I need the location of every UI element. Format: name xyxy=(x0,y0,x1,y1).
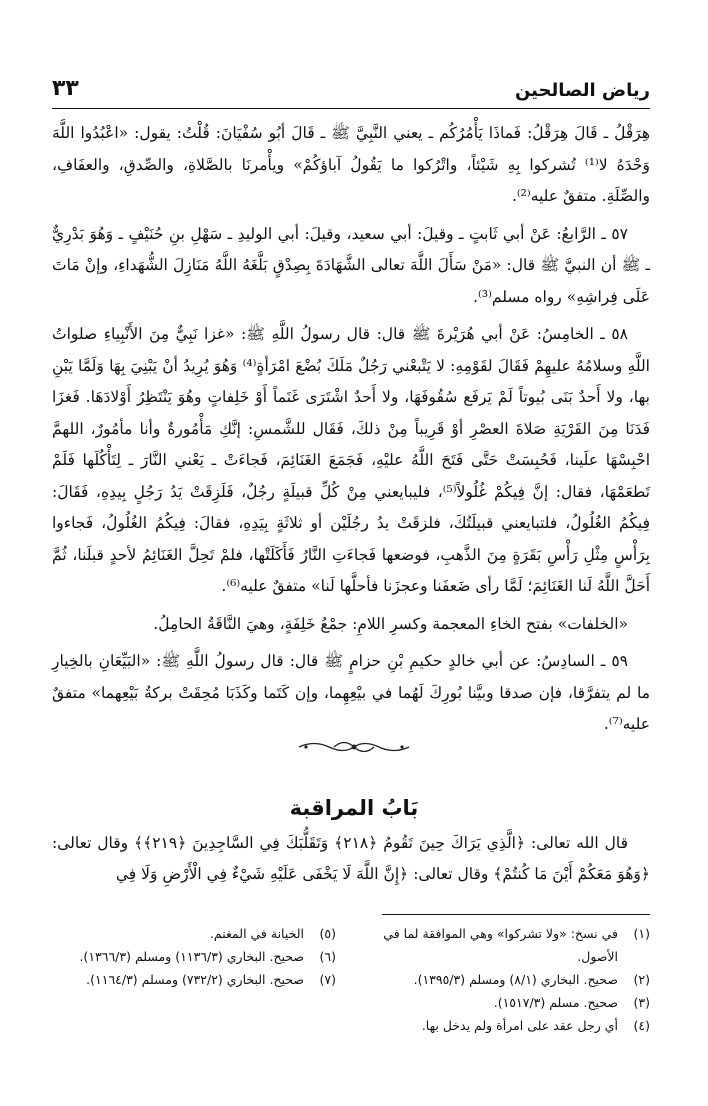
running-header xyxy=(52,78,650,109)
footnote-number: (٦) xyxy=(319,949,336,964)
footnote-number: (٥) xyxy=(319,926,336,941)
chapter-title: بَابُ المراقبة xyxy=(289,796,419,820)
footnote-separator xyxy=(382,914,650,915)
footnote-number: (٢) xyxy=(633,972,650,987)
footnote-number: (٤) xyxy=(633,1018,650,1033)
footnotes xyxy=(52,922,650,1037)
paragraph-hadith-56-end: هِرَقْلُ ـ قَالَ هِرَقْلُ: فَماذَا يَأْمُرُكُم ـ يعني النَّبِيَّ ﷺ ـ قَالَ أبُو سُفْيَانَ: قُلْتُ: يقول: «اعْبُدُوا اللَّهَ وَحْدَهُ لا⁽¹⁾ تُشركوا بِهِ شَيْئاً، واتْرُكوا ما يَقُولُ آباؤكُمْ» ويأْمرنَا بالصَّلاةِ، والصِّدقِ، والعفَافِ، والصِّلَةِ. متفقٌ عليه⁽²⁾. xyxy=(52,124,650,205)
paragraph-hadith-59: ٥٩ ـ السادِسُ: عن أبي خالدٍ حكيمِ بْنِ حزامٍ ﷺ قال: قال رسولُ اللَّهِ ﷺ: «البَيِّعَانِ بالخِيارِ ما لم يتفرَّقا، فإن صدقا وبيَّنا بُورِكَ لَهُما في بيْعِهِما، وإن كَتَما وكَذَبَا مُحِقَتْ بركةُ بَيْعِهما» متفقٌ عليه⁽⁷⁾. xyxy=(52,652,650,733)
ornament-divider xyxy=(0,738,708,760)
page-number: ٣٣ xyxy=(52,76,79,101)
footnote-item xyxy=(52,922,336,945)
paragraph-hadith-57: ٥٧ ـ الرَّابعُ: عَنْ أبي ثَابتٍ ـ وقيلَ: أبي سعيد، وقيلَ: أبي الوليدِ ـ سَهْلِ بنِ حُنَيْفٍ ـ وَهُوَ بَدْرِيٌّ ـ ﷺ أن النبيَّ ﷺ قال: «مَنْ سَأَلَ اللَّهَ تعالى الشَّهَادَةَ بِصِدْقٍ بَلَّغَهُ اللَّهُ مَنَازِلَ الشُّهَداءِ، وإنْ مَاتَ عَلَى فِراشِهِ» رواه مسلم⁽³⁾. xyxy=(52,224,650,306)
footnote-item xyxy=(52,968,336,991)
footnote-item xyxy=(366,968,650,991)
paragraph-hadith-58: ٥٨ ـ الخامِسُ: عَنْ أبي هُرَيْرةَ ﷺ قال: قال رسولُ اللَّهِ ﷺ: «غزا نَبِيٌّ مِنَ الأَنْبِياءِ صلواتُ اللَّهِ وسلامُهُ عليهِمْ فَقَالَ لقَوْمِهِ: لا يَتْبعْني رَجُلٌ مَلَكَ بُضْعَ امْرَأةٍ⁽⁴⁾ وَهُوَ يُرِيدُ أنْ يَبْنِيَ بِهَا وَلَمَّا يَبْنِ بها، ولا أَحدٌ بَنَى بُيوتاً لَمْ يَرفَع سُقُوفَهَا، ولا أَحدٌ اشْتَرَى غَنَماً أَوْ خَلِفاتٍ وهُوَ يَنْتَظِرُ أَوْلادَهَا. فَغزَا فَدَنَا مِنَ القَرْيَةِ صَلاةَ العصْرِ أوْ قَرِيباً مِنْ ذلكَ، فَقَال للشَّمسِ: إنَّكِ مَأْمُورةٌ وأنا مأمُورٌ، اللهمَّ احْبِسْهَا علَينا، فَحُبِسَتْ حَتَّى فَتَحَ اللَّهُ عليْهِ، فَجَمَعَ الغَنَائِمَ، فَجاءَتْ ـ يَعْني النَّارَ ـ لِتَأْكُلَها فَلَمْ تَطعَمْهَا، فقال: إنَّ فِيكُمْ غُلُولاً⁽⁵⁾، فليبايعني مِنْ كُلِّ قبيلَةٍ رجُلٌ، فَلَزِقَتْ يَدُ رَجُلٍ بِيدِهِ، فَقَالَ: فِيكُمُ الغُلُولُ، فلتبايعني قبيلَتُكَ، فلزقَتْ يدُ رجُلَيْن أو ثلاثَةٍ بِيَدِهِ، فقالَ: فِيكُمُ الغُلُولُ، فَجاءوا بِرَأْسٍ مِثْلِ رَأْسِ بَقَرَةٍ مِنَ الذَّهبِ، فوضعها فَجاءَتِ النَّارُ فَأَكَلَتْها، فلمْ تَحِلَّ الغَنَائِمُ لأحدٍ قبلَنا، ثُمَّ أَحَلَّ اللَّهُ لَنا الغَنَائِمَ؛ لَمَّا رأى ضَعفَنا وعجزَنا فأحلَّها لَنا» متفقٌ عليه⁽⁶⁾. xyxy=(52,325,650,595)
footnote-item xyxy=(366,922,650,968)
footnote-item xyxy=(52,945,336,968)
chapter-text xyxy=(52,828,650,890)
chapter-paragraph: قال الله تعالى: ﴿الَّذِي يَرَاكَ حِينَ تَقُومُ ﴿٢١٨﴾ وَتَقَلُّبَكَ فِي السَّاجِدِينَ ﴿٢١٩﴾﴾ وقال تعالى: ﴿وَهُوَ مَعَكُمْ أَيْنَ مَا كُنتُمْ﴾ وقال تعالى: ﴿إِنَّ اللَّهَ لَا يَخْفَى عَلَيْهِ شَيْءٌ فِي الْأَرْضِ وَلَا فِي xyxy=(52,834,650,883)
footnote-number: (١) xyxy=(633,926,650,941)
ornament-icon xyxy=(294,738,414,756)
footnote-number: (٧) xyxy=(319,972,336,987)
footnote-text: الخيانة في المغنم. xyxy=(209,926,304,941)
footnote-text: صحيح. البخاري (١١٣٦/٣) ومسلم (١٣٦٦/٣). xyxy=(79,949,304,964)
footnotes-column-right xyxy=(366,922,650,1037)
footnotes-column-left xyxy=(52,922,336,1037)
main-text xyxy=(52,118,650,747)
book-title: رياض الصالحين xyxy=(514,80,650,101)
footnote-number: (٣) xyxy=(633,995,650,1010)
footnote-text: صحيح. البخاري (٧٣٢/٢) ومسلم (١١٦٤/٣). xyxy=(86,972,304,987)
footnote-item xyxy=(366,991,650,1014)
footnote-text: صحيح. البخاري (٨/١) ومسلم (١٣٩٥/٣). xyxy=(413,972,618,987)
footnote-item xyxy=(366,1014,650,1037)
footnote-text: في نسخ: «ولا تشركوا» وهي الموافقة لما في الأصول. xyxy=(383,926,618,964)
footnote-text: أي رجل عقد على امرأة ولم يدخل بها. xyxy=(421,1018,618,1033)
footnote-text: صحيح. مسلم (١٥١٧/٣). xyxy=(493,995,618,1010)
paragraph-gloss: «الخلفات» بفتح الخاءِ المعجمة وكسرِ اللامِ: جمْعُ خَلِفَةٍ، وهيَ النَّاقَةُ الحامِلُ. xyxy=(153,614,628,633)
